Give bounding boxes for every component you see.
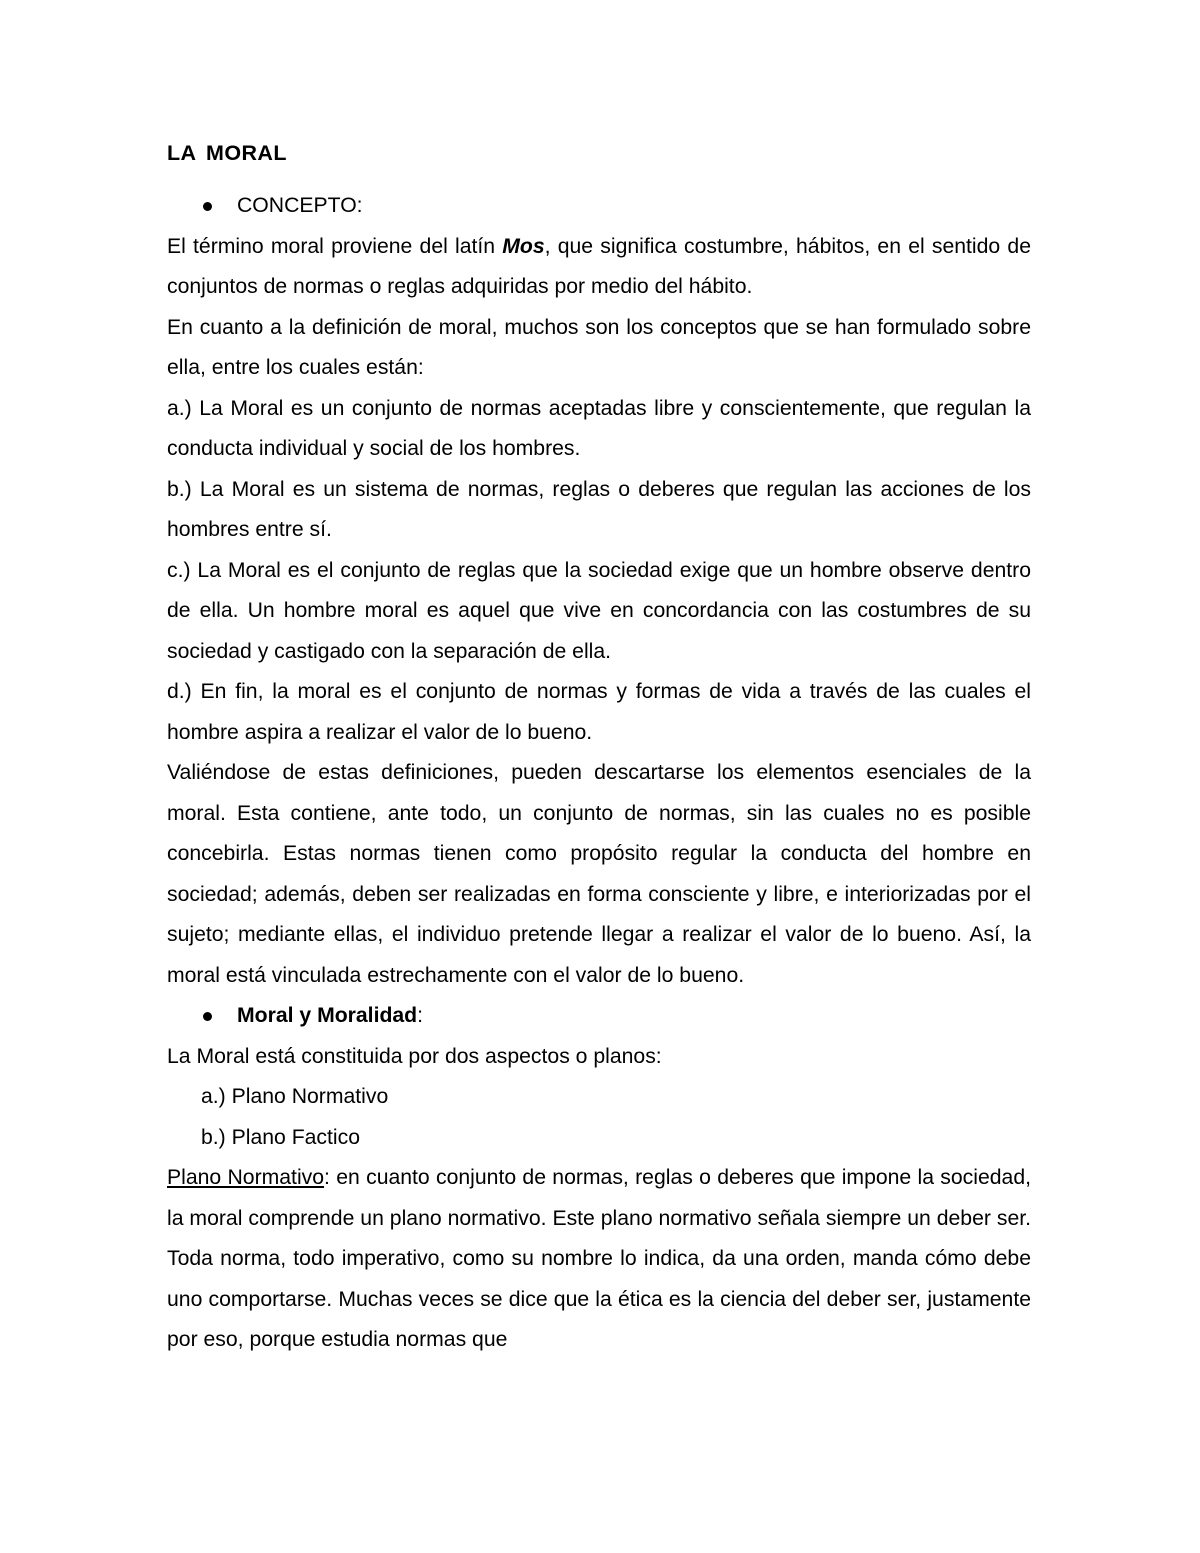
plane-item-a: a.) Plano Normativo (201, 1085, 389, 1108)
definition-b: b.) La Moral es un sistema de normas, reglas o deberes que regulan las acciones de los hombres entre sí. (167, 477, 1031, 541)
document-title: LA MORAL (167, 141, 287, 165)
paragraph-origin-start: El término moral proviene del latín (167, 234, 503, 258)
document-page (167, 136, 1031, 1361)
paragraph-definitions-intro: En cuanto a la definición de moral, muchos son los conceptos que se han formulado sobre ella, entre los cuales están: (167, 315, 1031, 379)
plano-normativo-text: : en cuanto conjunto de normas, reglas o deberes que impone la sociedad, la moral comprende un plano normativo. Este plano normativo señala siempre un deber ser. Toda norma, todo imperativo, como su nombre lo indica, da una orden, manda cómo debe uno comportarse. Muchas veces se dice que la ética es la ciencia del deber ser, justamente por eso, porque estudia normas que (167, 1166, 1031, 1351)
term-mos: Mos (502, 234, 545, 258)
bullet-concepto-label: CONCEPTO: (237, 194, 363, 217)
paragraph-origin (167, 227, 1031, 308)
bullet-dot-icon (203, 1012, 212, 1021)
paragraph-planes-intro: La Moral está constituida por dos aspectos o planos: (167, 1044, 662, 1068)
definition-d: d.) En fin, la moral es el conjunto de normas y formas de vida a través de las cuales el hombre aspira a realizar el valor de lo bueno. (167, 680, 1031, 744)
bullet-moral-moralidad (167, 996, 1031, 1037)
definition-a: a.) La Moral es un conjunto de normas aceptadas libre y conscientemente, que regulan la conducta individual y social de los hombres. (167, 396, 1031, 460)
plane-item-b: b.) Plano Factico (201, 1125, 360, 1149)
bullet-colon: : (417, 1004, 424, 1027)
bullet-concepto (167, 186, 1031, 227)
bullet-dot-icon (203, 202, 212, 211)
paragraph-origin-end: , que significa costumbre, hábitos, en el sentido de conjuntos de normas o reglas adquiridas por medio del hábito. (167, 234, 1031, 298)
bullet-moral-moralidad-label: Moral y Moralidad (237, 1004, 418, 1027)
definition-c: c.) La Moral es el conjunto de reglas que la sociedad exige que un hombre observe dentro de ella. Un hombre moral es aquel que vive en concordancia con las costumbres de su sociedad y castigado con la separación de ella. (167, 558, 1031, 663)
plano-normativo-label: Plano Normativo (167, 1166, 325, 1189)
paragraph-plano-normativo (167, 1158, 1031, 1361)
paragraph-elements: Valiéndose de estas definiciones, pueden descartarse los elementos esenciales de la moral. Esta contiene, ante todo, un conjunto de normas, sin las cuales no es posible concebirla. Estas normas tienen como propósito regular la conducta del hombre en sociedad; además, deben ser realizadas en forma consciente y libre, e interiorizadas por el sujeto; mediante ellas, el individuo pretende llegar a realizar el valor de lo bueno. Así, la moral está vinculada estrechamente con el valor de lo bueno. (167, 761, 1031, 987)
